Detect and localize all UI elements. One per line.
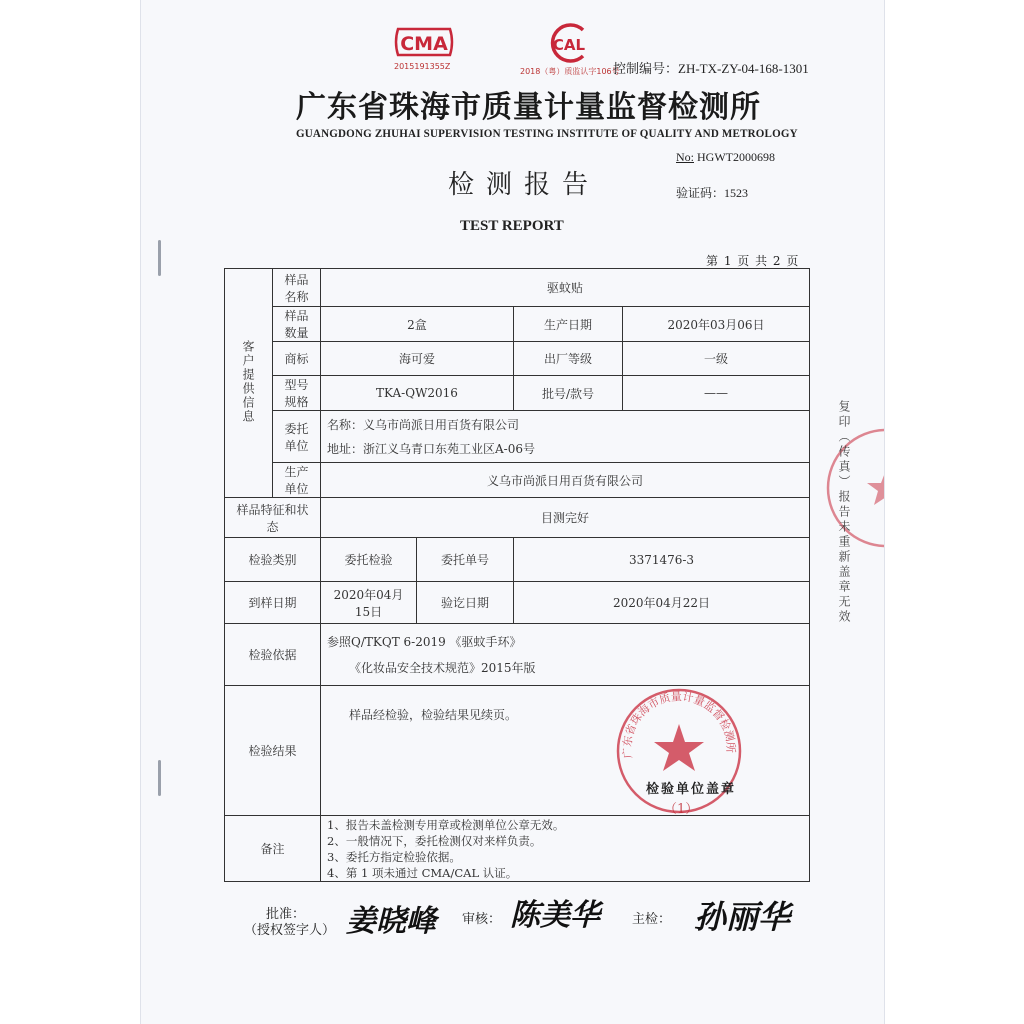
basis-line-1: 参照Q/TKQT 6-2019 《驱蚊手环》 [327,634,522,649]
report-number [676,150,775,165]
result-value: 样品经检验，检验结果见续页。 [321,686,810,816]
side-note: 复印（传真）报告未重新盖章无效 [837,400,851,625]
model-value: TKA-QW2016 [321,376,514,411]
report-title-en: TEST REPORT [460,218,564,234]
finish-date-value: 2020年04月22日 [514,582,810,624]
approve-sub-label: （授权签字人） [244,923,336,938]
grade-label: 出厂等级 [514,342,623,376]
grade-value: 一级 [623,342,810,376]
sample-name-value: 驱蚊贴 [321,269,810,307]
sample-qty-label: 样品数量 [273,307,321,342]
inspection-type-value: 委托检验 [321,538,417,582]
note-line: 2、一般情况下，委托检测仅对来样负责。 [327,833,542,848]
seal-number: （1） [664,802,699,817]
trademark-label: 商标 [273,342,321,376]
cma-logo-text: CMA [400,33,448,55]
review-label: 审核： [462,912,502,927]
cal-logo [543,22,593,64]
batch-value: —— [623,376,810,411]
order-no-value: 3371476-3 [514,538,810,582]
inspector-signature: 孙丽华 [694,898,791,936]
cal-logo-text: CAL [552,36,586,54]
manufacturer-label: 生产单位 [273,463,321,498]
cma-logo [392,25,456,59]
basis-label: 检验依据 [225,624,321,686]
note-line: 3、委托方指定检验依据。 [327,849,461,864]
note-line: 4、第 1 项未通过 CMA/CAL 认证。 [327,865,518,880]
client-name: 名称：义乌市尚派日用百货有限公司 [327,417,520,432]
inspector-label: 主检： [632,912,672,927]
batch-label: 批号/款号 [514,376,623,411]
arrival-date-value: 2020年04月15日 [321,582,417,624]
client-value [321,411,810,463]
report-title-cn: 检测报告 [448,170,601,200]
approve-label: 批准： [266,907,306,922]
sample-state-value: 目测完好 [321,498,810,538]
side-seal [826,420,884,556]
report-number-label: No: [676,150,694,164]
customer-info-label: 客户提供信息 [225,269,273,498]
page-info: 第 1 页 共 2 页 [706,254,800,268]
sample-state-label: 样品特征和状态 [225,498,321,538]
model-label: 型号规格 [273,376,321,411]
finish-date-label: 验讫日期 [417,582,514,624]
control-number: 控制编号：ZH-TX-ZY-04-168-1301 [613,61,809,76]
client-address: 地址：浙江义乌青口东苑工业区A-06号 [327,441,535,456]
sample-qty-value: 2盒 [321,307,514,342]
basis-line-2: 《化妆品安全技术规范》2015年版 [349,660,536,675]
manufacturer-value: 义乌市尚派日用百货有限公司 [321,463,810,498]
basis-value [321,624,810,686]
note-line: 1、报告未盖检测专用章或检测单位公章无效。 [327,817,565,832]
trademark-value: 海可爱 [321,342,514,376]
seal-label: 检验单位盖章 [646,782,737,797]
binding-mark [158,760,161,796]
approve-signature: 姜晓峰 [346,904,436,939]
binding-mark [158,240,161,276]
org-name-en: GUANGDONG ZHUHAI SUPERVISION TESTING INSTITUTE OF QUALITY AND METROLOGY [296,126,798,140]
org-name-cn: 广东省珠海市质量计量监督检测所 [296,90,761,125]
report-number-value: HGWT2000698 [697,150,775,164]
arrival-date-label: 到样日期 [225,582,321,624]
inspection-type-label: 检验类别 [225,538,321,582]
notes-value [321,816,810,882]
verify-code: 验证码：1523 [676,186,749,200]
notes-label: 备注 [225,816,321,882]
production-date-value: 2020年03月06日 [623,307,810,342]
review-signature: 陈美华 [510,898,600,933]
seal-org-text: 广东省珠海市质量计量监督检测所 [620,690,738,760]
client-label: 委托单位 [273,411,321,463]
result-label: 检验结果 [225,686,321,816]
cma-number: 2015191355Z [394,62,451,71]
production-date-label: 生产日期 [514,307,623,342]
order-no-label: 委托单号 [417,538,514,582]
sample-name-label: 样品名称 [273,269,321,307]
cal-number: 2018（粤）质监认字106号 [520,67,620,76]
